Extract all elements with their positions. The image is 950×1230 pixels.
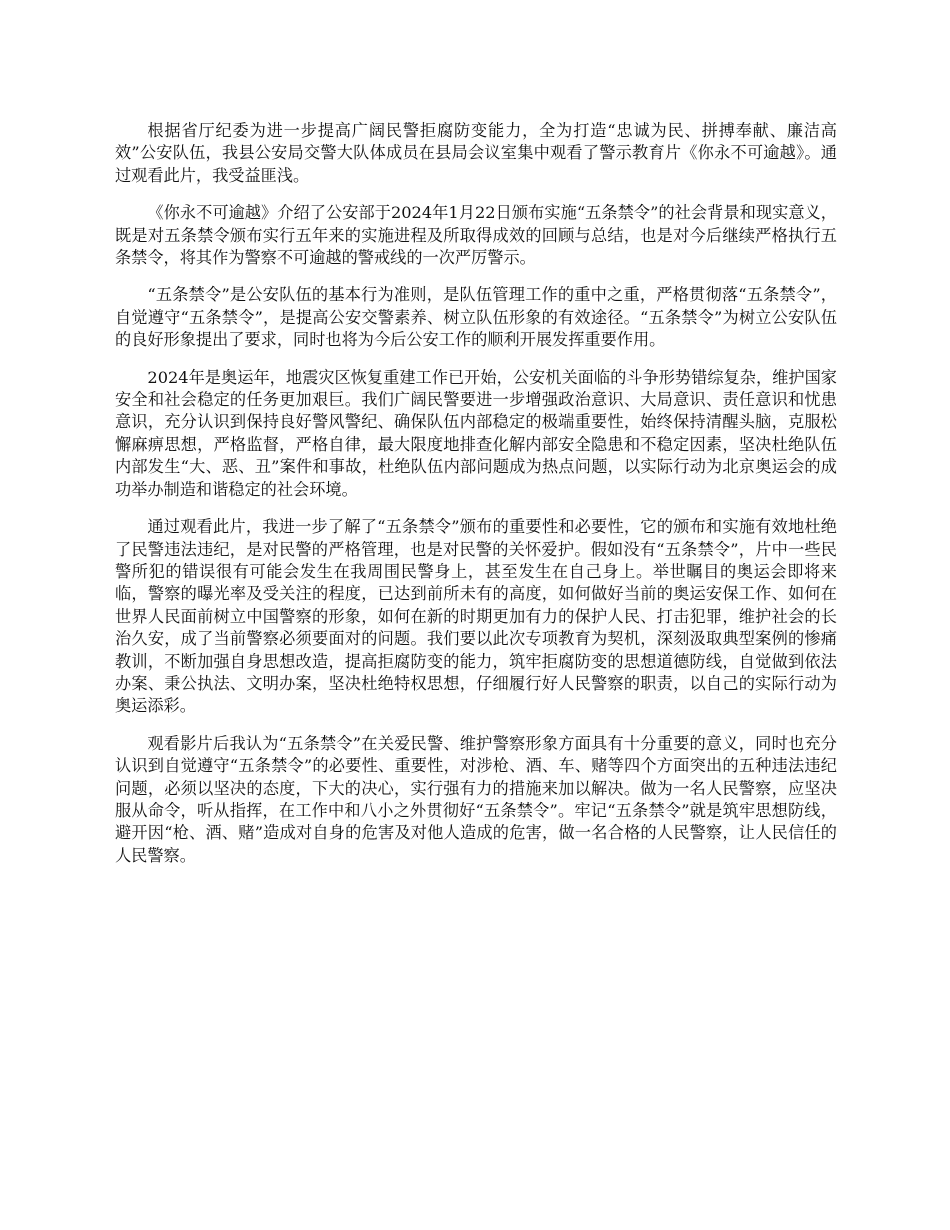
paragraph-1: 根据省厅纪委为进一步提高广阔民警拒腐防变能力，全为打造“忠诚为民、拼搏奉献、廉洁高效”公安队伍，我县公安局交警大队体成员在县局会议室集中观看了警示教育片《你永不可逾越》。通过观看此片，我受益匪浅。 [115, 121, 837, 185]
paragraph-2: 《你永不可逾越》介绍了公安部于2024年1月22日颁布实施“五条禁令”的社会背景和现实意义，既是对五条禁令颁布实行五年来的实施进程及所取得成效的回顾与总结，也是对今后继续严格执行五条禁令，将其作为警察不可逾越的警戒线的一次严厉警示。 [115, 203, 837, 268]
document-body [115, 120, 837, 882]
paragraph-6: 观看影片后我认为“五条禁令”在关爱民警、维护警察形象方面具有十分重要的意义，同时也充分认识到自觉遵守“五条禁令”的必要性、重要性，对涉枪、酒、车、赌等四个方面突出的五种违法违纪问题，必须以坚决的态度，下大的决心，实行强有力的措施来加以解决。做为一名人民警察，应坚决服从命令，听从指挥，在工作中和八小之外贯彻好“五条禁令”。牢记“五条禁令”就是筑牢思想防线，避开因“枪、酒、赌”造成对自身的危害及对他人造成的危害，做一名合格的人民警察，让人民信任的人民警察。 [115, 733, 837, 865]
paragraph-5: 通过观看此片，我进一步了解了“五条禁令”颁布的重要性和必要性，它的颁布和实施有效地杜绝了民警违法违纪，是对民警的严格管理，也是对民警的关怀爱护。假如没有“五条禁令”，片中一些民警所犯的错误很有可能会发生在我周围民警身上，甚至发生在自己身上。举世瞩目的奥运会即将来临，警察的曝光率及受关注的程度，已达到前所未有的高度，如何做好当前的奥运安保工作、如何在世界人民面前树立中国警察的形象，如何在新的时期更加有力的保护人民、打击犯罪，维护社会的长治久安，成了当前警察必须要面对的问题。我们要以此次专项教育为契机，深刻汲取典型案例的惨痛教训，不断加强自身思想改造，提高拒腐防变的能力，筑牢拒腐防变的思想道德防线，自觉做到依法办案、秉公执法、文明办案，坚决杜绝特权思想，仔细履行好人民警察的职责，以自己的实际行动为奥运添彩。 [115, 517, 837, 716]
paragraph-4: 2024年是奥运年，地震灾区恢复重建工作已开始，公安机关面临的斗争形势错综复杂，维护国家安全和社会稳定的任务更加艰巨。我们广阔民警要进一步增强政治意识、大局意识、责任意识和忧患意识，充分认识到保持良好警风警纪、确保队伍内部稳定的极端重要性，始终保持清醒头脑，克服松懈麻痹思想，严格监督，严格自律，最大限度地排查化解内部安全隐患和不稳定因素，坚决杜绝队伍内部发生“大、恶、丑”案件和事故，杜绝队伍内部问题成为热点问题，以实际行动为北京奥运会的成功举办制造和谐稳定的社会环境。 [115, 367, 837, 499]
paragraph-3: “五条禁令”是公安队伍的基本行为准则，是队伍管理工作的重中之重，严格贯彻落“五条禁令”，自觉遵守“五条禁令”，是提高公安交警素养、树立队伍形象的有效途径。“五条禁令”为树立公安队伍的良好形象提出了要求，同时也将为今后公安工作的顺利开展发挥重要作用。 [115, 285, 837, 350]
